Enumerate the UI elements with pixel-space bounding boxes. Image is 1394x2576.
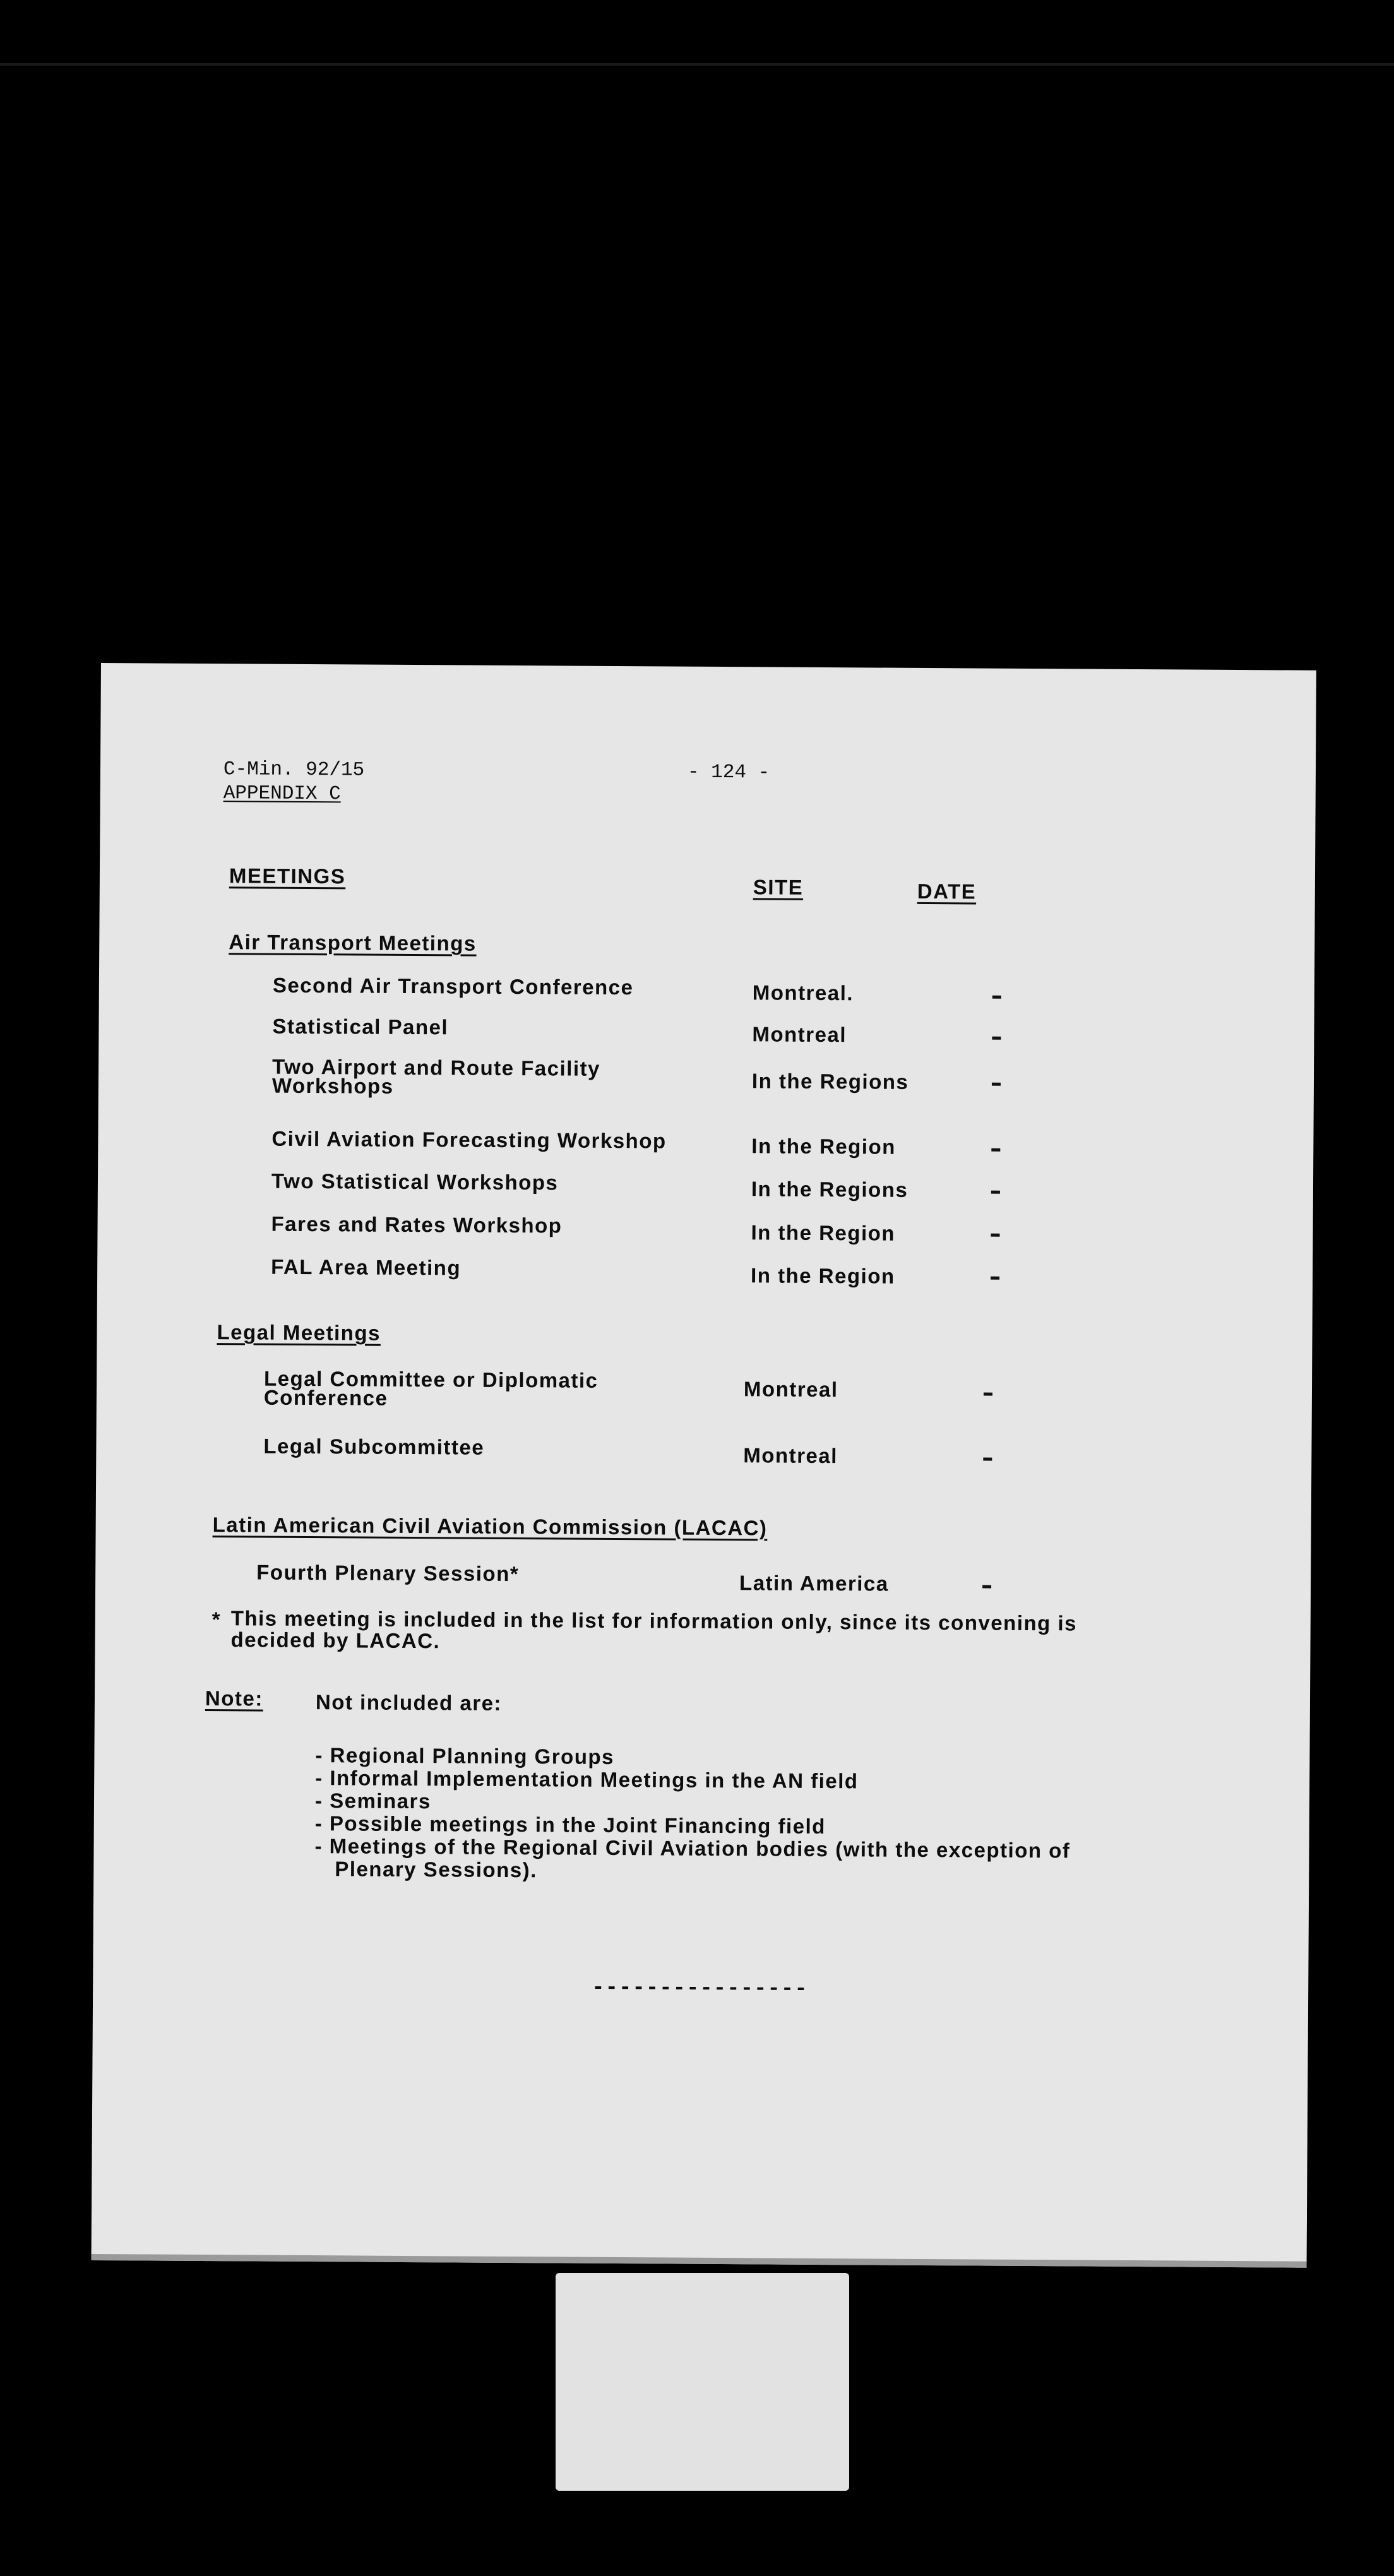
meeting-name: Two Airport and Route Facility Workshops [271,1054,601,1098]
meeting-name: Civil Aviation Forecasting Workshop [271,1126,667,1153]
appendix-label: APPENDIX C [223,782,341,806]
column-header-meetings: MEETINGS [229,864,346,888]
meeting-name: Fares and Rates Workshop [271,1212,563,1237]
list-item: - Seminars [314,1789,431,1813]
meeting-name: FAL Area Meeting [271,1255,462,1280]
section-title-legal: Legal Meetings [217,1320,381,1345]
meeting-site: Montreal [752,1022,847,1047]
list-item: - Meetings of the Regional Civil Aviation bodies (with the exception of [314,1834,1071,1863]
meeting-site: Montreal. [752,981,854,1005]
list-item: - Regional Planning Groups [315,1743,615,1768]
meeting-date-dash [991,1148,1000,1152]
note-exclusion-list [314,1744,1071,1885]
meeting-name: Fourth Plenary Session* [256,1560,520,1586]
section-title-air-transport: Air Transport Meetings [229,930,477,955]
meeting-name: Two Statistical Workshops [271,1169,559,1195]
page-bottom-edge [92,2254,1307,2268]
list-item: - Possible meetings in the Joint Financing field [314,1811,826,1839]
meeting-date-dash [982,1585,991,1589]
footnote-text: This meeting is included in the list for information only, since its convening is decided by LACAC. [230,1606,1078,1653]
meeting-date-dash [992,1037,1001,1040]
meeting-site: In the Region [751,1134,896,1159]
end-separator: ---------------- [592,1976,808,2001]
section-title-lacac: Latin American Civil Aviation Commission (LACAC) [212,1513,768,1540]
meeting-site: Montreal [743,1443,838,1468]
list-item: - Informal Implementation Meetings in the AN field [315,1766,859,1793]
footnote-star: * [211,1607,222,1631]
meeting-date-dash [991,1234,999,1237]
document-page [92,663,1316,2268]
meeting-site: In the Region [751,1220,896,1245]
meeting-name: Legal Subcommittee [263,1434,485,1459]
column-header-date: DATE [917,879,977,903]
meeting-site: In the Region [750,1263,895,1288]
list-item: Plenary Sessions). [314,1857,537,1882]
meeting-site: Montreal [743,1377,838,1402]
meeting-date-dash [983,1458,992,1461]
meeting-site: Latin America [739,1571,889,1595]
note-label: Note: [205,1686,263,1710]
meeting-date-dash [991,1191,1000,1194]
meeting-site: In the Regions [751,1177,908,1202]
meeting-name: Legal Committee or Diplomatic Conference [263,1366,599,1410]
column-header-site: SITE [753,875,804,899]
meeting-site: In the Regions [751,1069,909,1094]
meeting-date-dash [984,1393,992,1396]
blank-scan-card [556,2273,849,2491]
page-number: - 124 - [687,761,770,784]
meeting-name: Statistical Panel [272,1014,449,1039]
meeting-date-dash [992,996,1001,999]
note-intro: Not included are: [315,1690,503,1715]
doc-reference: C-Min. 92/15 [223,758,365,782]
meeting-date-dash [991,1277,999,1280]
scan-edge-line [0,63,1394,66]
meeting-name: Second Air Transport Conference [272,973,634,999]
meeting-date-dash [992,1083,1001,1086]
